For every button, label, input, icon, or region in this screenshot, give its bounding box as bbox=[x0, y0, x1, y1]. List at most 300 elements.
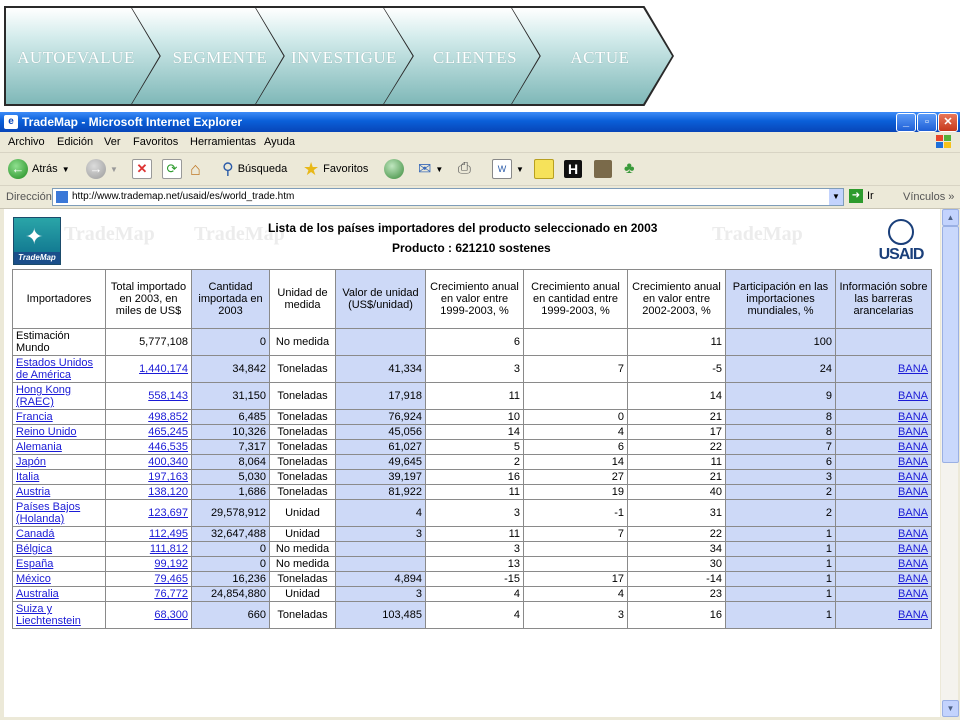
cell-unidad-text: Toneladas bbox=[277, 363, 328, 375]
cell-country-link[interactable]: Australia bbox=[16, 588, 59, 600]
header-participacion[interactable]: Participación en las importaciones mundiales, % bbox=[726, 270, 836, 329]
cell-participacion bbox=[726, 470, 836, 485]
cell-cantidad-text: 0 bbox=[259, 558, 266, 570]
cell-unidad-text: Toneladas bbox=[277, 486, 328, 498]
table-row bbox=[13, 572, 932, 587]
cell-cantidad bbox=[192, 470, 270, 485]
forward-arrow-icon: → bbox=[86, 159, 106, 179]
cell-crec-valor-99-03-text: 5 bbox=[513, 441, 520, 453]
back-button[interactable] bbox=[8, 158, 70, 180]
cell-crec-cantidad-99-03-text: -1 bbox=[614, 507, 624, 519]
cell-crec-valor-02-03-text: 34 bbox=[709, 543, 722, 555]
cell-cantidad bbox=[192, 485, 270, 500]
cell-valor-unidad-text: 49,645 bbox=[388, 456, 422, 468]
cell-total bbox=[106, 500, 192, 527]
cell-country-link[interactable]: Italia bbox=[16, 471, 40, 483]
cell-cantidad bbox=[192, 527, 270, 542]
go-label: Ir bbox=[867, 190, 874, 202]
table-row bbox=[13, 425, 932, 440]
cell-barreras bbox=[836, 602, 932, 629]
cell-valor-unidad bbox=[336, 587, 426, 602]
cell-valor-unidad bbox=[336, 383, 426, 410]
cell-country bbox=[13, 440, 106, 455]
cell-barreras bbox=[836, 425, 932, 440]
cell-participacion-text: 1 bbox=[825, 543, 832, 555]
cell-unidad bbox=[270, 410, 336, 425]
cell-participacion bbox=[726, 500, 836, 527]
cell-country-link[interactable]: Reino Unido bbox=[16, 426, 77, 438]
cell-country bbox=[13, 470, 106, 485]
cell-participacion-text: 1 bbox=[825, 558, 832, 570]
cell-participacion bbox=[726, 410, 836, 425]
cell-cantidad-text: 7,317 bbox=[238, 441, 266, 453]
cell-country-link[interactable]: España bbox=[16, 558, 54, 570]
cell-participacion-text: 1 bbox=[825, 609, 832, 621]
cell-country bbox=[13, 455, 106, 470]
cell-total-link[interactable]: 1,440,174 bbox=[139, 363, 188, 375]
table-row bbox=[13, 440, 932, 455]
cell-barreras-link[interactable]: BANA bbox=[898, 486, 928, 498]
cell-crec-cantidad-99-03-text: 14 bbox=[611, 456, 624, 468]
cell-participacion-text: 1 bbox=[825, 528, 832, 540]
links-label: Vínculos bbox=[903, 191, 946, 203]
cell-crec-valor-02-03 bbox=[628, 542, 726, 557]
minimize-button[interactable]: _ bbox=[896, 113, 916, 132]
cell-total-link[interactable]: 138,120 bbox=[148, 486, 188, 498]
menu-ver[interactable]: Ver bbox=[104, 136, 121, 148]
cell-crec-valor-99-03-text: 13 bbox=[507, 558, 520, 570]
cell-barreras-link[interactable]: BANA bbox=[898, 411, 928, 423]
step-label: SEGMENTE bbox=[172, 48, 268, 67]
cell-total bbox=[106, 470, 192, 485]
cell-crec-cantidad-99-03 bbox=[524, 527, 628, 542]
cell-total bbox=[106, 527, 192, 542]
step-label: CLIENTES bbox=[432, 48, 518, 67]
cell-valor-unidad-text: 81,922 bbox=[388, 486, 422, 498]
cell-cantidad bbox=[192, 329, 270, 356]
cell-country bbox=[13, 602, 106, 629]
header-importadores[interactable]: Importadores bbox=[13, 270, 106, 329]
step-label: INVESTIGUE bbox=[290, 48, 398, 67]
cell-participacion-text: 9 bbox=[825, 390, 832, 402]
cell-participacion-text: 8 bbox=[825, 426, 832, 438]
cell-total-link[interactable]: 76,772 bbox=[154, 588, 188, 600]
cell-participacion bbox=[726, 602, 836, 629]
cell-barreras-link[interactable]: BANA bbox=[898, 588, 928, 600]
cell-participacion bbox=[726, 527, 836, 542]
cell-country-link[interactable]: Alemania bbox=[16, 441, 62, 453]
cell-cantidad bbox=[192, 425, 270, 440]
cell-cantidad-text: 0 bbox=[259, 336, 266, 348]
cell-country bbox=[13, 485, 106, 500]
importers-table bbox=[12, 269, 932, 629]
cell-valor-unidad bbox=[336, 425, 426, 440]
cell-barreras bbox=[836, 410, 932, 425]
cell-country-link[interactable]: Hong Kong (RAEC) bbox=[16, 384, 72, 408]
cell-country bbox=[13, 356, 106, 383]
cell-barreras bbox=[836, 542, 932, 557]
table-header-row bbox=[13, 270, 932, 329]
cell-total-link[interactable]: 558,143 bbox=[148, 390, 188, 402]
usaid-logo bbox=[868, 219, 934, 267]
menu-edicion[interactable]: Edición bbox=[57, 136, 94, 148]
cell-crec-valor-99-03-text: 14 bbox=[507, 426, 520, 438]
cell-crec-valor-02-03-text: 14 bbox=[709, 390, 722, 402]
cell-unidad-text: Toneladas bbox=[277, 573, 328, 585]
cell-unidad bbox=[270, 587, 336, 602]
cell-crec-valor-99-03 bbox=[426, 356, 524, 383]
cell-country-link[interactable]: Austria bbox=[16, 486, 51, 498]
cell-crec-valor-99-03-text: 4 bbox=[513, 609, 520, 621]
cell-participacion bbox=[726, 356, 836, 383]
watermark: TradeMap bbox=[64, 223, 155, 245]
h-icon: H bbox=[564, 160, 582, 178]
cell-country bbox=[13, 425, 106, 440]
cell-valor-unidad bbox=[336, 572, 426, 587]
cell-crec-cantidad-99-03 bbox=[524, 602, 628, 629]
cell-barreras bbox=[836, 557, 932, 572]
header-crec-valor-02-03[interactable]: Crecimiento anual en valor entre 2002-2003, % bbox=[628, 270, 726, 329]
cell-country-link[interactable]: Bélgica bbox=[16, 543, 53, 555]
address-input[interactable] bbox=[52, 188, 844, 206]
cell-crec-valor-99-03-text: 3 bbox=[513, 507, 520, 519]
cell-valor-unidad-text: 103,485 bbox=[382, 609, 422, 621]
product-subtitle: Producto : 621210 sostenes bbox=[392, 241, 551, 255]
scroll-thumb[interactable] bbox=[942, 226, 959, 463]
cell-barreras bbox=[836, 587, 932, 602]
windows-logo-icon bbox=[934, 134, 954, 150]
cell-participacion bbox=[726, 587, 836, 602]
cell-crec-cantidad-99-03-text: 4 bbox=[617, 588, 624, 600]
history-icon bbox=[384, 159, 404, 179]
star-icon: ✦ bbox=[25, 224, 44, 249]
cell-barreras bbox=[836, 455, 932, 470]
cell-barreras-link[interactable]: BANA bbox=[898, 390, 928, 402]
cell-country-link[interactable]: Suiza y Liechtenstein bbox=[16, 603, 81, 627]
search-icon: ⚲ bbox=[222, 161, 234, 178]
cell-country-link[interactable]: Estados Unidos de América bbox=[16, 357, 94, 381]
cell-crec-valor-99-03 bbox=[426, 329, 524, 356]
title-bar bbox=[0, 112, 960, 132]
cell-unidad-text: Toneladas bbox=[277, 390, 328, 402]
cell-valor-unidad-text: 17,918 bbox=[388, 390, 422, 402]
cell-country-link[interactable]: Canadá bbox=[16, 528, 55, 540]
process-banner bbox=[0, 0, 960, 108]
cell-barreras-link[interactable]: BANA bbox=[898, 426, 928, 438]
cell-total-link[interactable]: 400,340 bbox=[148, 456, 188, 468]
cell-crec-cantidad-99-03 bbox=[524, 425, 628, 440]
cell-barreras-link[interactable]: BANA bbox=[898, 528, 928, 540]
cell-unidad-text: Toneladas bbox=[277, 471, 328, 483]
cell-crec-valor-99-03-text: 6 bbox=[513, 336, 520, 348]
header-total[interactable]: Total importado en 2003, en miles de US$ bbox=[106, 270, 192, 329]
page-title: Lista de los países importadores del producto seleccionado en 2003 bbox=[268, 221, 658, 235]
cell-total bbox=[106, 572, 192, 587]
cell-crec-valor-02-03 bbox=[628, 572, 726, 587]
cell-cantidad bbox=[192, 557, 270, 572]
header-crec-cantidad-99-03[interactable]: Crecimiento anual en cantidad entre 1999-2003, % bbox=[524, 270, 628, 329]
step-label: AUTOEVALUE bbox=[17, 48, 135, 67]
maximize-button[interactable]: ▫ bbox=[917, 113, 937, 132]
cell-unidad bbox=[270, 356, 336, 383]
cell-participacion bbox=[726, 572, 836, 587]
usaid-seal-icon bbox=[888, 219, 914, 245]
cell-cantidad bbox=[192, 356, 270, 383]
cell-unidad bbox=[270, 455, 336, 470]
cell-unidad-text: Unidad bbox=[285, 507, 320, 519]
print-icon: ⎙ bbox=[458, 160, 471, 177]
star-icon: ★ bbox=[303, 158, 320, 179]
mail-icon: ✉ bbox=[418, 161, 432, 178]
cell-crec-valor-02-03 bbox=[628, 440, 726, 455]
step-label: ACTUE bbox=[570, 48, 630, 67]
header-valor-unidad[interactable]: Valor de unidad (US$/unidad) bbox=[336, 270, 426, 329]
cell-total-link[interactable]: 99,192 bbox=[154, 558, 188, 570]
chevron-down-icon[interactable]: ▼ bbox=[829, 189, 843, 205]
cell-barreras-link[interactable]: BANA bbox=[898, 609, 928, 621]
cell-barreras bbox=[836, 470, 932, 485]
cell-barreras-link[interactable]: BANA bbox=[898, 573, 928, 585]
cell-unidad bbox=[270, 500, 336, 527]
cell-country bbox=[13, 587, 106, 602]
note-icon bbox=[534, 159, 554, 179]
refresh-button[interactable] bbox=[162, 158, 182, 180]
cell-cantidad-text: 6,485 bbox=[238, 411, 266, 423]
cell-cantidad-text: 32,647,488 bbox=[210, 528, 266, 540]
watermark: TradeMap bbox=[712, 223, 803, 245]
cell-total-link[interactable]: 197,163 bbox=[148, 471, 188, 483]
cell-country-link[interactable]: Japón bbox=[16, 456, 46, 468]
cell-cantidad-text: 8,064 bbox=[238, 456, 266, 468]
page-icon bbox=[56, 191, 68, 203]
cell-crec-cantidad-99-03-text: 3 bbox=[617, 609, 624, 621]
cell-crec-valor-99-03-text: 10 bbox=[507, 411, 520, 423]
favorites-button[interactable] bbox=[303, 158, 368, 180]
cell-total bbox=[106, 383, 192, 410]
cell-country bbox=[13, 410, 106, 425]
cell-cantidad-text: 1,686 bbox=[238, 486, 266, 498]
cell-country bbox=[13, 527, 106, 542]
cell-participacion bbox=[726, 425, 836, 440]
cell-barreras bbox=[836, 485, 932, 500]
cell-crec-cantidad-99-03 bbox=[524, 470, 628, 485]
cell-barreras bbox=[836, 500, 932, 527]
cell-crec-valor-99-03 bbox=[426, 485, 524, 500]
cell-crec-valor-99-03 bbox=[426, 557, 524, 572]
cell-total bbox=[106, 485, 192, 500]
close-button[interactable]: ✕ bbox=[938, 113, 958, 132]
cell-barreras-link[interactable]: BANA bbox=[898, 363, 928, 375]
table-row bbox=[13, 329, 932, 356]
cell-crec-valor-02-03 bbox=[628, 383, 726, 410]
cell-participacion bbox=[726, 455, 836, 470]
cell-crec-valor-99-03-text: 3 bbox=[513, 363, 520, 375]
cell-valor-unidad bbox=[336, 470, 426, 485]
cell-cantidad bbox=[192, 383, 270, 410]
back-arrow-icon: ← bbox=[8, 159, 28, 179]
cell-country-link[interactable]: México bbox=[16, 573, 51, 585]
mail-button[interactable] bbox=[418, 158, 443, 180]
cell-crec-valor-02-03-text: 40 bbox=[709, 486, 722, 498]
go-arrow-icon: ➜ bbox=[849, 189, 863, 203]
cell-crec-valor-02-03-text: 11 bbox=[710, 336, 722, 348]
h-button[interactable] bbox=[564, 158, 582, 180]
cell-crec-cantidad-99-03-text: 7 bbox=[617, 363, 624, 375]
cell-cantidad-text: 10,326 bbox=[232, 426, 266, 438]
cell-unidad-text: No medida bbox=[275, 558, 330, 570]
go-button[interactable] bbox=[849, 189, 874, 203]
cell-cantidad bbox=[192, 587, 270, 602]
cell-cantidad bbox=[192, 440, 270, 455]
cell-crec-cantidad-99-03-text: 4 bbox=[617, 426, 624, 438]
cell-cantidad-text: 0 bbox=[259, 543, 266, 555]
cell-barreras-link[interactable]: BANA bbox=[898, 558, 928, 570]
cell-total-link[interactable]: 68,300 bbox=[154, 609, 188, 621]
cell-crec-valor-99-03 bbox=[426, 587, 524, 602]
research-button[interactable] bbox=[594, 158, 612, 180]
cell-crec-valor-99-03-text: 4 bbox=[513, 588, 520, 600]
cell-crec-cantidad-99-03-text: 17 bbox=[611, 573, 624, 585]
cell-crec-valor-99-03 bbox=[426, 572, 524, 587]
cell-crec-valor-02-03-text: 21 bbox=[709, 471, 722, 483]
cell-total bbox=[106, 410, 192, 425]
cell-country-link[interactable]: Países Bajos (Holanda) bbox=[16, 501, 81, 525]
cell-unidad-text: No medida bbox=[275, 336, 330, 348]
forward-button[interactable] bbox=[86, 158, 118, 180]
step-actue bbox=[512, 8, 672, 104]
links-button[interactable]: Vínculos » bbox=[903, 191, 955, 203]
cell-barreras-link[interactable]: BANA bbox=[898, 507, 928, 519]
cell-cantidad bbox=[192, 572, 270, 587]
cell-crec-cantidad-99-03 bbox=[524, 383, 628, 410]
cell-total-link[interactable]: 112,495 bbox=[149, 528, 188, 540]
cell-crec-cantidad-99-03-text: 0 bbox=[617, 411, 624, 423]
cell-total-link[interactable]: 498,852 bbox=[148, 411, 188, 423]
table-row bbox=[13, 383, 932, 410]
cell-crec-valor-99-03 bbox=[426, 440, 524, 455]
cell-valor-unidad-text: 4 bbox=[415, 507, 422, 519]
cell-total bbox=[106, 587, 192, 602]
cell-crec-cantidad-99-03 bbox=[524, 356, 628, 383]
print-button[interactable] bbox=[458, 158, 471, 180]
cell-participacion-text: 1 bbox=[825, 573, 832, 585]
cell-country-text: Estimación Mundo bbox=[16, 330, 70, 354]
watermark: TradeMap bbox=[194, 223, 285, 245]
cell-crec-valor-99-03 bbox=[426, 500, 524, 527]
cell-participacion-text: 24 bbox=[819, 363, 832, 375]
home-button[interactable] bbox=[190, 158, 201, 180]
cell-crec-valor-02-03-text: -5 bbox=[712, 363, 722, 375]
cell-crec-valor-99-03-text: 2 bbox=[513, 456, 520, 468]
menu-favoritos[interactable]: Favoritos bbox=[133, 136, 179, 148]
messenger-button[interactable] bbox=[624, 158, 635, 180]
cell-barreras-link[interactable]: BANA bbox=[898, 456, 928, 468]
table-row bbox=[13, 410, 932, 425]
cell-crec-valor-99-03-text: 3 bbox=[513, 543, 520, 555]
cell-participacion-text: 7 bbox=[825, 441, 832, 453]
cell-crec-valor-02-03-text: 16 bbox=[709, 609, 722, 621]
cell-valor-unidad bbox=[336, 602, 426, 629]
cell-crec-valor-99-03-text: -15 bbox=[504, 573, 520, 585]
menu-herramientas[interactable]: Herramientas bbox=[190, 136, 257, 148]
cell-country bbox=[13, 329, 106, 356]
cell-cantidad-text: 16,236 bbox=[232, 573, 266, 585]
header-crec-valor-99-03[interactable]: Crecimiento anual en valor entre 1999-2003, % bbox=[426, 270, 524, 329]
cell-crec-valor-99-03 bbox=[426, 602, 524, 629]
cell-crec-valor-99-03 bbox=[426, 383, 524, 410]
cell-barreras-link[interactable]: BANA bbox=[898, 471, 928, 483]
cell-cantidad bbox=[192, 542, 270, 557]
cell-cantidad bbox=[192, 500, 270, 527]
chevron-down-icon: ▼ bbox=[516, 164, 524, 174]
cell-participacion-text: 100 bbox=[813, 336, 832, 348]
cell-participacion bbox=[726, 557, 836, 572]
table-row bbox=[13, 602, 932, 629]
cell-cantidad-text: 24,854,880 bbox=[210, 588, 266, 600]
address-label: Dirección bbox=[6, 191, 52, 203]
header-cantidad[interactable]: Cantidad importada en 2003 bbox=[192, 270, 270, 329]
header-barreras[interactable]: Información sobre las barreras arancelarias bbox=[836, 270, 932, 329]
history-button[interactable] bbox=[384, 158, 404, 180]
cell-total-link[interactable]: 79,465 bbox=[154, 573, 188, 585]
cell-crec-valor-02-03 bbox=[628, 587, 726, 602]
cell-barreras bbox=[836, 329, 932, 356]
cell-barreras-link[interactable]: BANA bbox=[898, 543, 928, 555]
menu-archivo[interactable]: Archivo bbox=[8, 136, 45, 148]
cell-unidad bbox=[270, 557, 336, 572]
header-unidad[interactable]: Unidad de medida bbox=[270, 270, 336, 329]
scroll-down-icon[interactable]: ▼ bbox=[942, 700, 959, 717]
discuss-button[interactable] bbox=[534, 158, 554, 180]
edit-button[interactable] bbox=[492, 158, 524, 180]
cell-unidad bbox=[270, 527, 336, 542]
menu-ayuda[interactable]: Ayuda bbox=[264, 136, 295, 148]
cell-valor-unidad-text: 76,924 bbox=[388, 411, 422, 423]
cell-barreras-link[interactable]: BANA bbox=[898, 441, 928, 453]
cell-total-link[interactable]: 111,812 bbox=[149, 543, 188, 555]
cell-barreras bbox=[836, 527, 932, 542]
cell-cantidad-text: 5,030 bbox=[238, 471, 266, 483]
page-content bbox=[4, 209, 940, 717]
cell-cantidad bbox=[192, 410, 270, 425]
cell-crec-valor-02-03 bbox=[628, 425, 726, 440]
table-row bbox=[13, 455, 932, 470]
cell-crec-valor-02-03-text: 30 bbox=[709, 558, 722, 570]
cell-total-text: 5,777,108 bbox=[139, 336, 188, 348]
cell-country-link[interactable]: Francia bbox=[16, 411, 53, 423]
cell-total bbox=[106, 542, 192, 557]
table-row bbox=[13, 485, 932, 500]
cell-valor-unidad bbox=[336, 455, 426, 470]
cell-valor-unidad bbox=[336, 557, 426, 572]
cell-cantidad-text: 31,150 bbox=[232, 390, 266, 402]
cell-crec-cantidad-99-03-text: 27 bbox=[611, 471, 624, 483]
search-button[interactable] bbox=[222, 158, 287, 180]
cell-total-link[interactable]: 123,697 bbox=[148, 507, 188, 519]
cell-valor-unidad bbox=[336, 527, 426, 542]
cell-total-link[interactable]: 446,535 bbox=[148, 441, 188, 453]
cell-crec-valor-02-03 bbox=[628, 602, 726, 629]
toolbar bbox=[0, 153, 960, 186]
cell-crec-cantidad-99-03 bbox=[524, 572, 628, 587]
stop-button[interactable] bbox=[132, 158, 152, 180]
cell-total bbox=[106, 440, 192, 455]
cell-total-link[interactable]: 465,245 bbox=[148, 426, 188, 438]
cell-barreras bbox=[836, 440, 932, 455]
vertical-scrollbar[interactable] bbox=[941, 209, 958, 717]
cell-valor-unidad-text: 4,894 bbox=[394, 573, 422, 585]
scroll-up-icon[interactable]: ▲ bbox=[942, 209, 959, 226]
